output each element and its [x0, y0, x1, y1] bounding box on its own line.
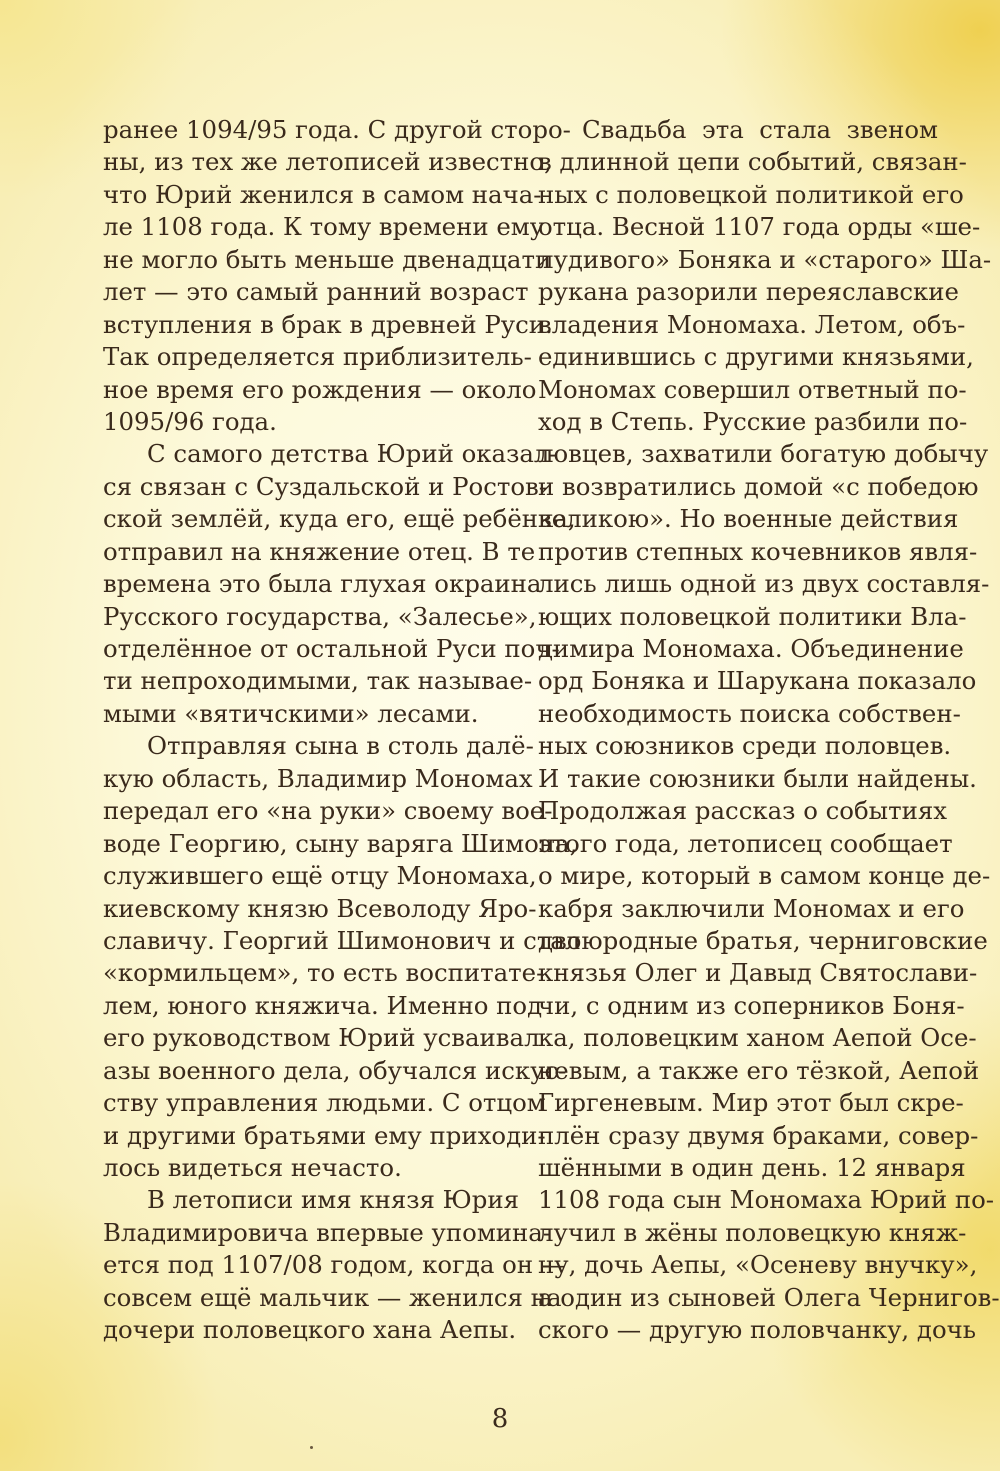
text-line: ле 1108 года. К тому времени ему	[103, 212, 545, 242]
text-line: вступления в брак в древней Руси.	[103, 309, 553, 339]
text-line: необходимость поиска собствен-	[538, 698, 961, 728]
text-line: азы военного дела, обучался искус-	[103, 1055, 567, 1085]
text-line: чи, с одним из соперников Боня-	[538, 990, 965, 1020]
text-line: в длинной цепи событий, связан-	[538, 147, 967, 177]
text-line: ранее 1094/95 года. С другой сторо-	[103, 115, 571, 144]
text-line: лет — это самый ранний возраст	[103, 277, 529, 307]
text-line: ющих половецкой политики Вла-	[538, 601, 967, 631]
text-line: лучил в жёны половецкую княж-	[538, 1217, 967, 1247]
text-line: ловцев, захватили богатую добычу	[538, 439, 989, 469]
text-line: ка, половецким ханом Аепой Осе-	[538, 1023, 977, 1053]
text-line: плён сразу двумя браками, совер-	[538, 1120, 979, 1150]
text-line: Так определяется приблизитель-	[103, 342, 532, 372]
speck	[310, 1446, 313, 1449]
text-line: владения Мономаха. Летом, объ-	[538, 309, 966, 339]
text-line: ся связан с Суздальской и Ростов-	[103, 471, 548, 501]
text-line: великою». Но военные действия	[538, 504, 959, 534]
text-line: шёнными в один день. 12 января	[538, 1153, 966, 1182]
text-line: 1095/96 года.	[103, 406, 277, 436]
text-line: ход в Степь. Русские разбили по-	[538, 406, 968, 436]
text-line: совсем ещё мальчик — женился на	[103, 1282, 562, 1312]
text-line: Русского государства, «Залесье»,	[103, 601, 537, 631]
text-line: ству управления людьми. С отцом	[103, 1088, 546, 1118]
text-line: ну, дочь Аепы, «Осеневу внучку»,	[538, 1250, 978, 1280]
text-line: славичу. Георгий Шимонович и стал	[103, 925, 581, 955]
text-line: князья Олег и Давыд Святослави-	[538, 958, 978, 988]
text-line: этого года, летописец сообщает	[538, 828, 953, 858]
text-line: о мире, который в самом конце де-	[538, 861, 991, 891]
text-line: «кормильцем», то есть воспитате-	[103, 958, 545, 988]
text-line: Продолжая рассказ о событиях	[538, 796, 947, 826]
text-line: не могло быть меньше двенадцати	[103, 244, 552, 274]
text-line: единившись с другими князьями,	[538, 342, 974, 372]
text-line: а один из сыновей Олега Чернигов-	[538, 1282, 1000, 1312]
text-line: И такие союзники были найдены.	[538, 763, 977, 793]
text-line: воде Георгию, сыну варяга Шимона,	[103, 828, 578, 858]
text-line: кабря заключили Мономах и его	[538, 893, 965, 923]
text-line: отправил на княжение отец. В те	[103, 536, 536, 566]
text-line: что Юрий женился в самом нача-	[103, 179, 542, 209]
text-line: служившего ещё отцу Мономаха,	[103, 861, 537, 891]
text-line: времена это была глухая окраина	[103, 569, 542, 599]
text-line: киевскому князю Всеволоду Яро-	[103, 893, 537, 923]
text-line: лось видеться нечасто.	[103, 1153, 402, 1182]
text-line: его руководством Юрий усваивал	[103, 1023, 540, 1053]
text-line: против степных кочевников явля-	[538, 536, 978, 566]
text-line: ти непроходимыми, так называе-	[103, 666, 533, 696]
text-line: Гиргеневым. Мир этот был скре-	[538, 1088, 964, 1118]
text-line: двоюродные братья, черниговские	[538, 925, 988, 955]
text-line: дочери половецкого хана Аепы.	[103, 1315, 517, 1345]
text-line: ных с половецкой политикой его	[538, 179, 964, 209]
text-line: рукана разорили переяславские	[538, 277, 959, 307]
text-line: и возвратились домой «с победою	[538, 471, 979, 501]
text-line: ное время его рождения — около	[103, 374, 537, 404]
text-line: мыми «вятичскими» лесами.	[103, 698, 479, 728]
text-line: лись лишь одной из двух составля-	[538, 569, 990, 599]
text-line: ского — другую половчанку, дочь	[538, 1315, 977, 1345]
text-line: ской землёй, куда его, ещё ребёнка,	[103, 504, 576, 534]
text-line: Мономах совершил ответный по-	[538, 374, 967, 404]
text-line: и другими братьями ему приходи-	[103, 1120, 546, 1150]
text-line: Отправляя сына в столь далё-	[147, 731, 534, 761]
text-line: С самого детства Юрий оказал-	[147, 439, 558, 469]
text-line: отца. Весной 1107 года орды «ше-	[538, 212, 981, 242]
text-line: отделённое от остальной Руси поч-	[103, 634, 560, 663]
text-line: 1108 года сын Мономаха Юрий по-	[538, 1185, 995, 1215]
text-line: орд Боняка и Шарукана показало	[538, 666, 977, 696]
text-line: невым, а также его тёзкой, Аепой	[538, 1055, 980, 1085]
right-column	[538, 114, 1000, 1347]
text-line: ны, из тех же летописей известно,	[103, 147, 552, 177]
text-line: димира Мономаха. Объединение	[538, 634, 964, 663]
text-line: кую область, Владимир Мономах	[103, 763, 533, 793]
text-line: В летописи имя князя Юрия	[147, 1185, 520, 1215]
text-line: Свадьба эта стала звеном	[582, 115, 938, 144]
text-line: передал его «на руки» своему вое-	[103, 796, 553, 826]
text-line: ных союзников среди половцев.	[538, 731, 952, 761]
text-line: лем, юного княжича. Именно под	[103, 990, 543, 1020]
text-line: Владимировича впервые упомина-	[103, 1217, 552, 1247]
text-line: лудивого» Боняка и «старого» Ша-	[538, 244, 992, 274]
text-line: ется под 1107/08 годом, когда он —	[103, 1250, 566, 1280]
page-number: 8	[491, 1404, 509, 1434]
left-column	[103, 114, 581, 1347]
